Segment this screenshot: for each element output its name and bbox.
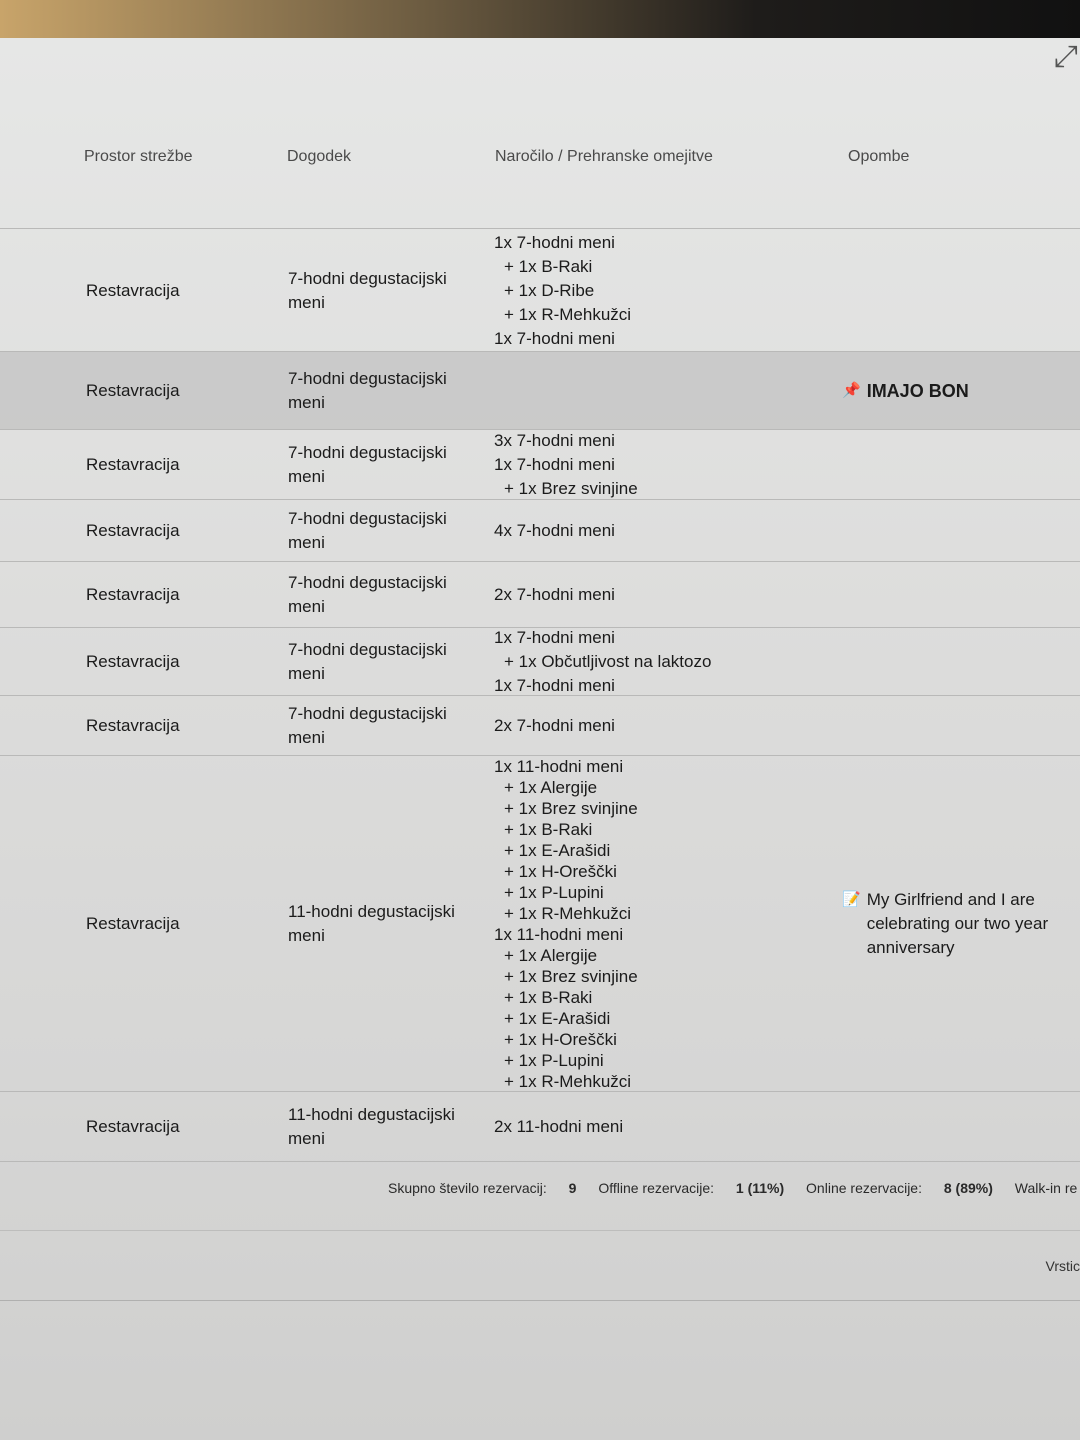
header-space[interactable]: Prostor strežbe — [84, 148, 193, 165]
order-line: + 1x E-Arašidi — [504, 1008, 611, 1028]
order-line: + 1x Brez svinjine — [504, 798, 638, 818]
cell-notes — [842, 230, 1072, 351]
cell-order — [494, 696, 814, 755]
cell-order — [494, 756, 814, 1091]
cell-event: 7-hodni degustacijski meni — [288, 572, 447, 616]
note-text: IMAJO BON — [866, 380, 969, 401]
table-row[interactable] — [0, 230, 1080, 352]
cell-event: 7-hodni degustacijski meni — [288, 442, 447, 486]
cell-order — [494, 500, 814, 561]
order-line: + 1x R-Mehkužci — [504, 903, 632, 923]
table-row[interactable] — [0, 500, 1080, 562]
cell-notes — [842, 628, 1072, 695]
cell-notes — [842, 562, 1072, 627]
cell-order — [494, 628, 814, 695]
order-line: + 1x Občutljivost na laktozo — [504, 651, 712, 671]
cell-event: 7-hodni degustacijski meni — [288, 508, 447, 552]
table-row[interactable] — [0, 696, 1080, 756]
top-background-strip — [0, 0, 1080, 38]
header-divider — [0, 228, 1080, 229]
cell-notes — [842, 756, 1072, 1091]
note-text: My Girlfriend and I are celebrating our two year anniversary — [866, 889, 1049, 957]
cell-order — [494, 352, 814, 429]
order-line: + 1x R-Mehkužci — [504, 1071, 632, 1091]
table-row[interactable] — [0, 562, 1080, 628]
order-line: + 1x D-Ribe — [504, 280, 595, 300]
order-line: + 1x B-Raki — [504, 256, 593, 276]
cell-order — [494, 430, 814, 499]
cell-space: Restavracija — [86, 584, 180, 604]
order-line: 1x 7-hodni meni — [494, 328, 615, 348]
cell-space: Restavracija — [86, 454, 180, 474]
cell-event: 7-hodni degustacijski meni — [288, 639, 447, 683]
pin-icon: 📌 — [842, 381, 861, 399]
summary-bar — [388, 1180, 1080, 1196]
order-line: + 1x Brez svinjine — [504, 966, 638, 986]
cell-notes — [842, 430, 1072, 499]
cell-order — [494, 1092, 814, 1161]
table-row[interactable] — [0, 756, 1080, 1092]
cell-space: Restavracija — [86, 1116, 180, 1136]
cell-space: Restavracija — [86, 715, 180, 735]
footer-divider — [0, 1230, 1080, 1231]
table-row[interactable] — [0, 430, 1080, 500]
order-line: + 1x Brez svinjine — [504, 478, 638, 498]
order-line: 1x 7-hodni meni — [494, 232, 615, 252]
summary-total: Skupno število rezervacij: 9 — [388, 1180, 577, 1196]
cell-event: 7-hodni degustacijski meni — [288, 703, 447, 747]
cell-space: Restavracija — [86, 913, 180, 933]
order-line: + 1x Alergije — [504, 777, 598, 797]
order-line: + 1x H-Oreščki — [504, 861, 617, 881]
order-line: + 1x H-Oreščki — [504, 1029, 617, 1049]
footer-divider-2 — [0, 1300, 1080, 1301]
order-line: 2x 7-hodni meni — [494, 715, 615, 735]
cell-notes — [842, 1092, 1072, 1161]
cell-space: Restavracija — [86, 520, 180, 540]
cell-notes — [842, 696, 1072, 755]
order-line: + 1x R-Mehkužci — [504, 304, 632, 324]
summary-walkin: Walk-in re — [1014, 1180, 1078, 1196]
order-line: 2x 7-hodni meni — [494, 584, 615, 604]
order-line: 3x 7-hodni meni — [494, 430, 615, 450]
order-line: 1x 7-hodni meni — [494, 675, 615, 695]
order-line: 1x 7-hodni meni — [494, 454, 615, 474]
order-line: 1x 11-hodni meni — [494, 924, 624, 944]
cell-space: Restavracija — [86, 651, 180, 671]
cell-event: 11-hodni degustacijski meni — [288, 901, 455, 945]
table-row[interactable] — [0, 1092, 1080, 1162]
note-icon: 📝 — [842, 890, 861, 908]
cell-space: Restavracija — [86, 280, 180, 300]
order-line: + 1x Alergije — [504, 945, 598, 965]
table-row[interactable] — [0, 352, 1080, 430]
summary-offline: Offline rezervacije: 1 (11%) — [598, 1180, 785, 1196]
cell-order — [494, 230, 814, 351]
header-order[interactable]: Naročilo / Prehranske omejitve — [495, 148, 713, 165]
order-line: 4x 7-hodni meni — [494, 520, 615, 540]
cell-order — [494, 562, 814, 627]
summary-online: Online rezervacije: 8 (89%) — [806, 1180, 993, 1196]
order-line: + 1x P-Lupini — [504, 1050, 604, 1070]
cell-event: 7-hodni degustacijski meni — [288, 368, 447, 412]
order-line: 2x 11-hodni meni — [494, 1116, 624, 1136]
header-event[interactable]: Dogodek — [287, 148, 352, 165]
cell-event: 7-hodni degustacijski meni — [288, 268, 447, 312]
order-line: + 1x B-Raki — [504, 819, 593, 839]
header-notes[interactable]: Opombe — [848, 148, 910, 165]
cell-notes — [842, 500, 1072, 561]
cell-space: Restavracija — [86, 380, 180, 400]
order-line: + 1x P-Lupini — [504, 882, 604, 902]
cell-event: 11-hodni degustacijski meni — [288, 1104, 455, 1148]
order-line: 1x 11-hodni meni — [494, 756, 624, 776]
rows-per-page-label[interactable]: Vrstic — [1045, 1258, 1080, 1274]
table-row[interactable] — [0, 628, 1080, 696]
expand-icon[interactable]: ⤢ — [1054, 40, 1078, 73]
order-line: + 1x E-Arašidi — [504, 840, 611, 860]
cell-notes — [842, 352, 1072, 429]
order-line: + 1x B-Raki — [504, 987, 593, 1007]
order-line: 1x 7-hodni meni — [494, 627, 615, 647]
